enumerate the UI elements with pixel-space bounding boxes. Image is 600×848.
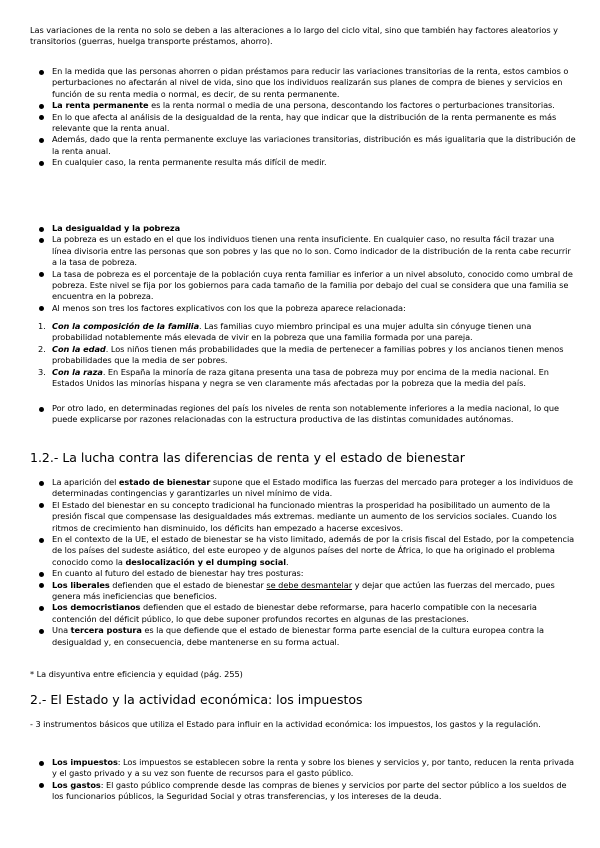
list-item: 3. Con la raza. En España la minoría de raza gitana presenta una tasa de pobreza muy por encima de la media nacional. En Estados Unidos las minorías hispana y negra se ven claramente más afectadas por la pobreza que la media del país. [38, 366, 549, 389]
list-item: La pobreza es un estado en el que los individuos tienen una renta insuficiente. En cualquier caso, no resulta fácil trazar una línea divisoria entre las personas que son pobres y las que no lo son. Como indicador de la distribución de la renta cabe recurrir a la tasa de pobreza. [38, 234, 576, 268]
list-item: En cuanto al futuro del estado de bienestar hay tres posturas: [38, 568, 576, 579]
list-item: El Estado del bienestar en su concepto tradicional ha funcionado mientras la prosperidad ha posibilitado un aumento de la presión fiscal que compensase las desigualdades más extremas. mediante un aumento de los servicios sociales. Cuando los ritmos de crecimiento han disminuido, los déficits han empezado a hacerse excesivos. [38, 500, 576, 534]
instrumentos-list [38, 757, 576, 803]
list-item [38, 223, 576, 234]
list-item: En la medida que las personas ahorren o pidan préstamos para reducir las variaciones transitorias de la renta, estos cambios o perturbaciones no afectarán al nivel de vida, sino que los individuos realizarán sus planes de compra de bienes y servicios en función de su renta media o normal, es decir, de su renta permanente. [38, 66, 576, 100]
list-item: 2. Con la edad. Los niños tienen más probabilidades que la media de pertenecer a familias pobres y los ancianos tienen menos probabilidades que la media de ser pobres. [38, 343, 564, 366]
list-item: En cualquier caso, la renta permanente resulta más difícil de medir. [38, 157, 576, 168]
section-title: 1.2.- La lucha contra las diferencias de renta y el estado de bienestar [30, 450, 465, 465]
list-item: 1. Con la composición de la familia. Las familias cuyo miembro principal es una mujer adulta sin cónyuge tienen una probabilidad notablemente más elevada de vivir en la pobreza que una familia formada por una pareja. [38, 321, 532, 343]
list-item: Los gastos: El gasto público comprende desde las compras de bienes y servicios por parte del sector público a los sueldos de los funcionarios públicos, la Seguridad Social y otras transferencias, y los intereses de la deuda. [38, 780, 576, 803]
section-title: 2.- El Estado y la actividad económica: los impuestos [30, 692, 363, 707]
renta-permanente-list [38, 66, 576, 169]
list-item: En el contexto de la UE, el estado de bienestar se ha visto limitado, además de por la crisis fiscal del Estado, por la competencia de los países del sudeste asiático, del este europeo y de algunos países del norte de África, lo que ha originado el problema conocido como la deslocalización y el dumping social. [38, 534, 576, 568]
list-item: La tasa de pobreza es el porcentaje de la población cuya renta familiar es inferior a un nivel absoluto, conocido como umbral de pobreza. Este nivel se fija por los gobiernos para cada tamaño de la familia por debajo del cual se considera que una familia se encuentra en la pobreza. [38, 269, 576, 303]
intro-paragraph: Las variaciones de la renta no solo se deben a las alteraciones a lo largo del ciclo vital, sino que también hay factores aleatorios y transitorios (guerras, huelga transporte préstamos, ahorro). [30, 25, 558, 47]
section-intro: - 3 instrumentos básicos que utiliza el Estado para influir en la actividad económica: los impuestos, los gastos y la regulación. [30, 719, 541, 729]
pobreza-closing-list [38, 403, 576, 426]
list-item: La renta permanente es la renta normal o media de una persona, descontando los factores o perturbaciones transitorias. [38, 100, 576, 111]
list-item: Los liberales defienden que el estado de bienestar se debe desmantelar y dejar que actúen las fuerzas del mercado, pues genera más ineficiencias que beneficios. [38, 580, 576, 603]
list-item: Los impuestos: Los impuestos se establecen sobre la renta y sobre los bienes y servicios y, por tanto, reducen la renta privada y el gasto privado y a su vez son fuente de recursos para el gasto público. [38, 757, 576, 780]
footnote: * La disyuntiva entre eficiencia y equidad (pág. 255) [30, 669, 243, 679]
list-item: Los democristianos defienden que el estado de bienestar debe reformarse, para hacerlo compatible con la necesaria contención del déficit público, lo que debe suponer profundos recortes en algunas de las prestaciones. [38, 602, 576, 625]
list-item: Además, dado que la renta permanente excluye las variaciones transitorias, distribución es más igualitaria que la distribución de la renta anual. [38, 134, 576, 157]
list-item: Una tercera postura es la que defiende que el estado de bienestar forma parte esencial de la cultura europea contra la desigualdad y, en consecuencia, debe mantenerse en su forma actual. [38, 625, 576, 648]
pobreza-list [38, 223, 576, 314]
list-item: En lo que afecta al análisis de la desigualdad de la renta, hay que indicar que la distribución de la renta permanente es más relevante que la renta anual. [38, 112, 576, 135]
list-item: Por otro lado, en determinadas regiones del país los niveles de renta son notablemente inferiores a la media nacional, lo que puede explicarse por razones relacionadas con la estructura productiva de las distintas comunidades autónomas. [38, 403, 576, 426]
list-item: Al menos son tres los factores explicativos con los que la pobreza aparece relacionada: [38, 303, 576, 314]
section-heading: La desigualdad y la pobreza [52, 223, 181, 233]
list-item: La aparición del estado de bienestar supone que el Estado modifica las fuerzas del mercado para proteger a los individuos de determinadas contingencias y garantizarles un nivel mínimo de vida. [38, 477, 576, 500]
factores-list [38, 321, 576, 389]
bienestar-list [38, 477, 576, 648]
